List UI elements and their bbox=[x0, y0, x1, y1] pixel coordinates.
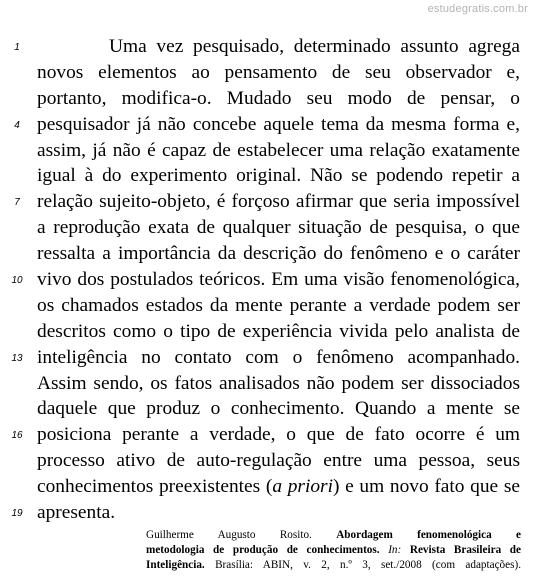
line-text: apresenta. bbox=[37, 502, 116, 524]
italic-term: a priori bbox=[272, 476, 333, 498]
text-line bbox=[0, 500, 534, 526]
citation-journal-cont: Inteligência. bbox=[146, 559, 205, 572]
line-text: ressalta a importância da descrição do fenômeno e o caráter bbox=[37, 243, 520, 265]
citation-title-cont: metodologia de produção de conhecimentos. bbox=[146, 544, 380, 557]
text-line bbox=[0, 112, 534, 138]
line-text: a reprodução exata de qualquer situação de pesquisa, o que bbox=[37, 217, 520, 239]
line-text: portanto, modifica-o. Mudado seu modo de pensar, o bbox=[37, 87, 520, 109]
citation-details: Brasília: ABIN, v. 2, n.º 3, set./2008 (com adaptações). bbox=[215, 559, 521, 572]
citation-line bbox=[146, 543, 521, 558]
text-line bbox=[0, 293, 534, 319]
line-text: relação sujeito-objeto, é forçoso afirmar que seria impossível bbox=[37, 191, 520, 213]
text-line bbox=[0, 422, 534, 448]
line-text-before: conhecimentos preexistentes ( bbox=[37, 476, 273, 498]
line-text: novos elementos ao pensamento de seu observador e, bbox=[37, 61, 520, 83]
line-text: daquele que produz o conhecimento. Quando a mente se bbox=[37, 398, 520, 420]
line-number: 13 bbox=[11, 352, 23, 364]
text-line bbox=[0, 345, 534, 371]
site-watermark: estudegratis.com.br bbox=[427, 3, 528, 15]
text-line bbox=[0, 474, 534, 500]
citation-author: Guilherme Augusto Rosito. bbox=[146, 529, 312, 541]
citation-line bbox=[146, 558, 521, 573]
line-text: Uma vez pesquisado, determinado assunto agrega bbox=[109, 36, 520, 57]
line-number: 7 bbox=[14, 197, 20, 209]
line-text: pesquisador já não concebe aquele tema da mesma forma e, bbox=[37, 113, 520, 135]
text-line bbox=[0, 267, 534, 293]
text-line bbox=[0, 163, 534, 189]
line-text: inteligência no contato com o fenômeno acompanhado. bbox=[37, 346, 520, 368]
text-line bbox=[0, 138, 534, 164]
line-text: vivo dos postulados teóricos. Em uma visão fenomenológica, bbox=[37, 269, 520, 291]
text-line bbox=[0, 396, 534, 422]
line-text bbox=[37, 474, 520, 500]
line-text: posiciona perante a verdade, o que de fato ocorre é um bbox=[37, 424, 520, 446]
line-number: 1 bbox=[14, 42, 20, 53]
line-text-after: ) e um novo fato que se bbox=[333, 476, 520, 498]
line-number: 4 bbox=[14, 119, 20, 131]
citation-in-label: In: bbox=[388, 544, 402, 557]
line-text: assim, já não é capaz de estabelecer uma relação exatamente bbox=[37, 139, 520, 161]
text-line bbox=[0, 448, 534, 474]
line-text: os chamados estados da mente perante a verdade podem ser bbox=[37, 294, 520, 316]
text-line bbox=[0, 241, 534, 267]
line-number: 10 bbox=[11, 275, 23, 287]
text-line bbox=[0, 371, 534, 397]
text-line bbox=[0, 319, 534, 345]
text-line bbox=[0, 189, 534, 215]
line-number: 19 bbox=[11, 508, 23, 520]
source-citation bbox=[146, 528, 521, 574]
line-text: descritos como o tipo de experiência vivida pelo analista de bbox=[37, 320, 520, 342]
citation-line bbox=[146, 528, 521, 543]
text-line bbox=[0, 215, 534, 241]
text-line bbox=[0, 60, 534, 86]
citation-journal: Revista Brasileira de bbox=[409, 544, 521, 557]
line-text: processo ativo de auto-regulação entre uma pessoa, seus bbox=[37, 450, 520, 472]
line-number: 16 bbox=[11, 430, 23, 442]
line-text: igual à do experimento original. Não se podendo repetir a bbox=[37, 165, 520, 187]
passage-text bbox=[0, 34, 534, 526]
citation-title: Abordagem fenomenológica e bbox=[336, 529, 522, 541]
text-line bbox=[0, 86, 534, 112]
line-text: Assim sendo, os fatos analisados não podem ser dissociados bbox=[37, 372, 520, 394]
text-line bbox=[0, 34, 534, 60]
